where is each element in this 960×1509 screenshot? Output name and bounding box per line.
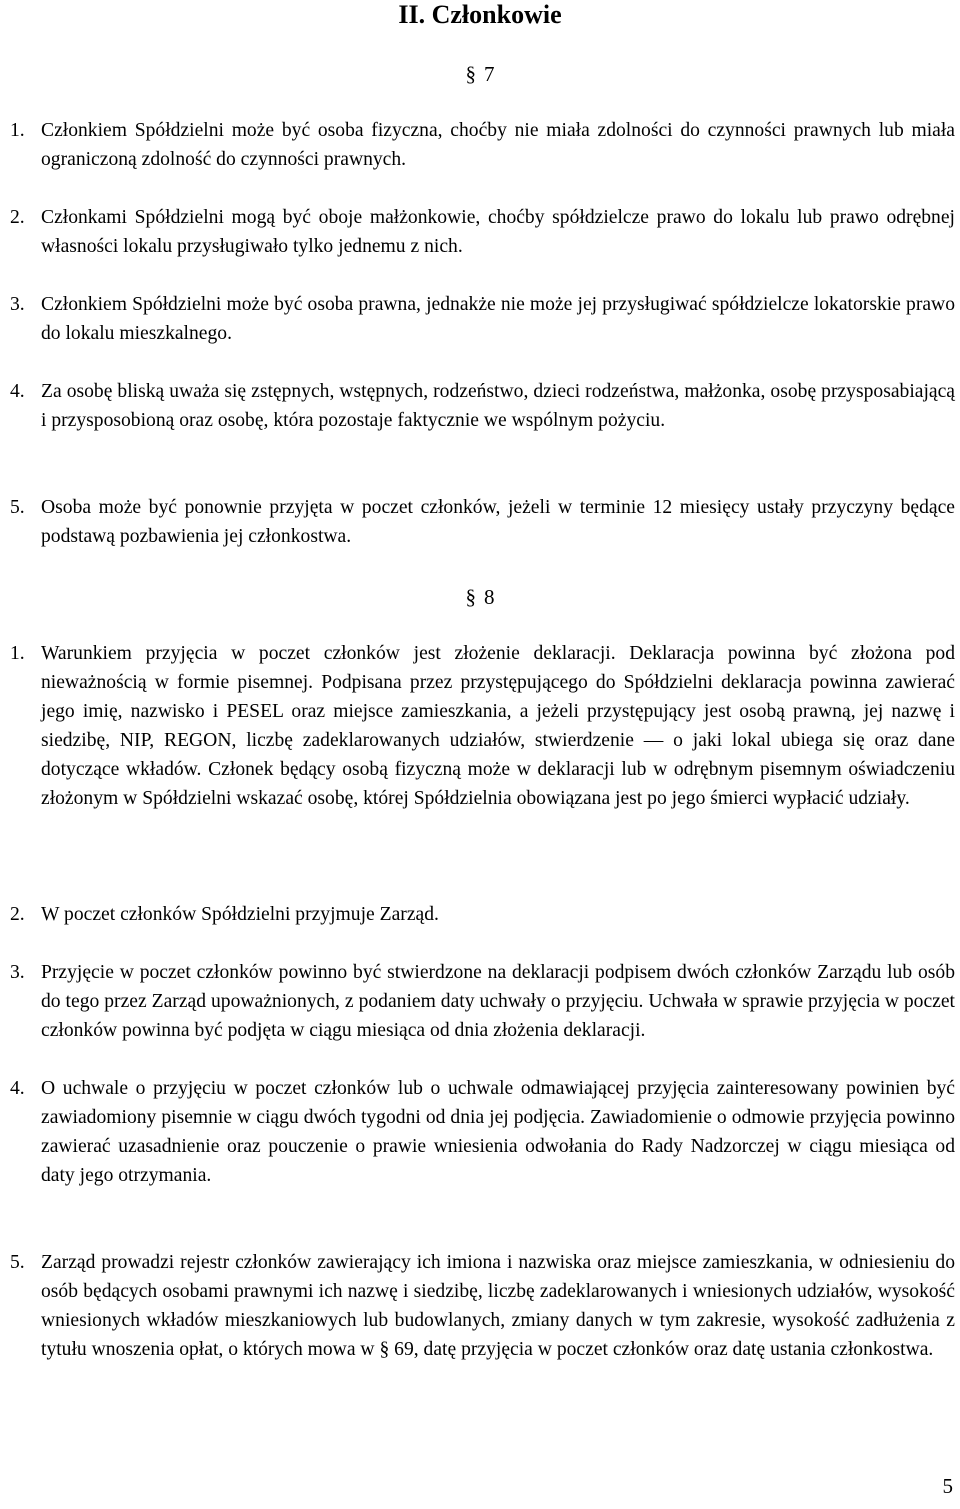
- section-number: 7: [484, 62, 495, 86]
- paragraph-7-4: [10, 377, 955, 435]
- section-sign: §: [465, 585, 476, 609]
- paragraph-text: Za osobę bliską uważa się zstępnych, wstępnych, rodzeństwo, dzieci rodzeństwa, małżonka, osobę przysposabiającą i przysposobioną oraz osobę, która pozostaje faktycznie we wspólnym pożyciu.: [41, 381, 955, 431]
- paragraph-7-3: [10, 290, 955, 348]
- paragraph-number: 3.: [10, 294, 25, 315]
- section-heading-7: [0, 62, 960, 86]
- paragraph-7-5: [10, 493, 955, 551]
- paragraph-text: W poczet członków Spółdzielni przyjmuje Zarząd.: [41, 904, 439, 925]
- page-number: 5: [942, 1474, 953, 1498]
- paragraph-number: 4.: [10, 1078, 25, 1099]
- paragraph-text: O uchwale o przyjęciu w poczet członków lub o uchwale odmawiającej przyjęcia zainteresowany powinien być zawiadomiony pisemnie w ciągu dwóch tygodni od dnia jej podjęcia. Zawiadomienie o odmowie przyjęcia powinno zawierać uzasadnienie oraz pouczenie o prawie wniesienia odwołania do Rady Nadzorczej w ciągu miesiąca od daty jego otrzymania.: [41, 1078, 955, 1186]
- paragraph-text: Członkiem Spółdzielni może być osoba fizyczna, choćby nie miała zdolności do czynności prawnych lub miała ograniczoną zdolność do czynności prawnych.: [41, 120, 955, 170]
- chapter-title: II. Członkowie: [398, 0, 562, 29]
- paragraph-text: Członkiem Spółdzielni może być osoba prawna, jednakże nie może jej przysługiwać spółdzielcze lokatorskie prawo do lokalu mieszkalnego.: [41, 294, 955, 344]
- paragraph-text: Przyjęcie w poczet członków powinno być stwierdzone na deklaracji podpisem dwóch członków Zarządu lub osób do tego przez Zarząd upoważnionych, z podaniem daty uchwały o przyjęciu. Uchwała w sprawie przyjęcia w poczet członków powinna być podjęta w ciągu miesiąca od dnia złożenia deklaracji.: [41, 962, 955, 1041]
- section-heading-8: [0, 585, 960, 609]
- paragraph-7-1: [10, 116, 955, 174]
- paragraph-8-3: [10, 958, 955, 1045]
- paragraph-number: 4.: [10, 381, 25, 402]
- paragraph-8-5: [10, 1248, 955, 1364]
- section-number: 8: [484, 585, 495, 609]
- paragraph-8-1: [10, 639, 955, 813]
- paragraph-8-4: [10, 1074, 955, 1190]
- paragraph-8-2: [10, 900, 955, 929]
- paragraph-text: Członkami Spółdzielni mogą być oboje małżonkowie, choćby spółdzielcze prawo do lokalu lub prawo odrębnej własności lokalu przysługiwało tylko jednemu z nich.: [41, 207, 955, 257]
- paragraph-number: 5.: [10, 497, 25, 518]
- paragraph-number: 2.: [10, 207, 25, 228]
- paragraph-number: 5.: [10, 1252, 25, 1273]
- paragraph-number: 1.: [10, 120, 25, 141]
- paragraph-number: 2.: [10, 904, 25, 925]
- paragraph-number: 3.: [10, 962, 25, 983]
- section-sign: §: [465, 62, 476, 86]
- paragraph-number: 1.: [10, 643, 25, 664]
- paragraph-7-2: [10, 203, 955, 261]
- paragraph-text: Osoba może być ponownie przyjęta w poczet członków, jeżeli w terminie 12 miesięcy ustały przyczyny będące podstawą pozbawienia jej członkostwa.: [41, 497, 955, 547]
- paragraph-text: Warunkiem przyjęcia w poczet członków jest złożenie deklaracji. Deklaracja powinna być złożona pod nieważnością w formie pisemnej. Podpisana przez przystępującego do Spółdzielni deklaracja powinna zawierać jego imię, nazwisko i PESEL oraz miejsce zamieszkania, a jeżeli przystępujący jest osobą prawną, jej nazwę i siedzibę, NIP, REGON, liczbę zadeklarowanych udziałów, stwierdzenie — o jaki lokal ubiega się oraz dane dotyczące wkładów. Członek będący osobą fizyczną może w deklaracji lub w odrębnym pisemnym oświadczeniu złożonym w Spółdzielni wskazać osobę, której Spółdzielnia obowiązana jest po jego śmierci wypłacić udziały.: [41, 643, 955, 809]
- paragraph-text: Zarząd prowadzi rejestr członków zawierający ich imiona i nazwiska oraz miejsce zamieszkania, w odniesieniu do osób będących osobami prawnymi ich nazwę i siedzibę, liczbę zadeklarowanych i wniesionych udziałów, wysokość wniesionych wkładów mieszkaniowych lub budowlanych, zmiany danych w tym zakresie, wysokość zadłużenia z tytułu wnoszenia opłat, o których mowa w § 69, datę przyjęcia w poczet członków oraz datę ustania członkostwa.: [41, 1252, 955, 1360]
